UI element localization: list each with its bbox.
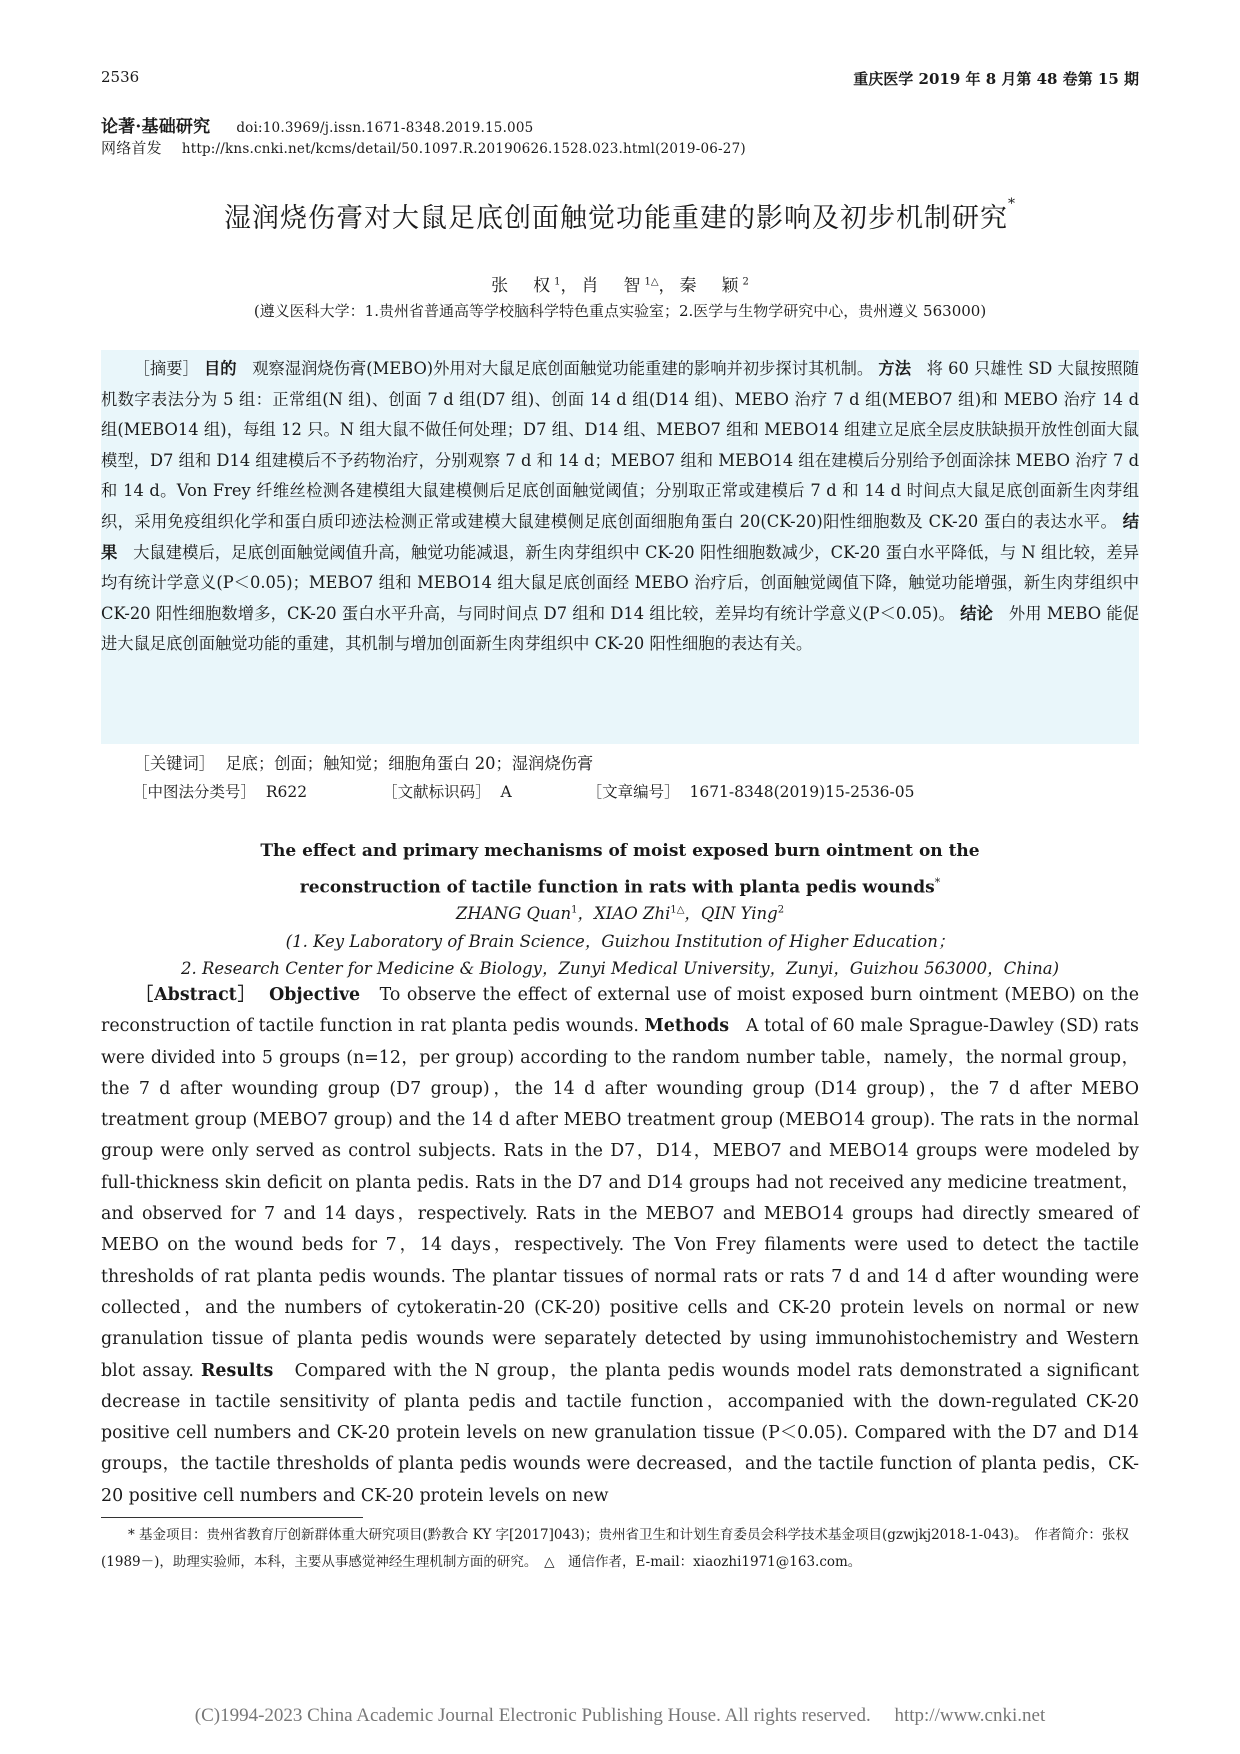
online-label: 网络首发 [101,139,162,157]
article-no-value: 1671-8348(2019)15-2536-05 [689,783,915,801]
results-en-label: Results [200,1360,274,1381]
author-en-3: QIN Ying [700,904,778,923]
objective-cn-label: 目的 [204,359,237,378]
copyright-line: (C)1994-2023 China Academic Journal Electronic Publishing House. All rights reserved. http://www.cnki.net [194,1705,1046,1726]
doc-label: ［文献标识码］ [382,783,491,801]
section-label: 论著·基础研究 [101,117,211,137]
doi: doi:10.3969/j.issn.1671-8348.2019.15.005 [236,120,534,136]
methods-en-text: A total of 60 male Sprague-Dawley (SD) rats were divided into 5 groups (n=12，per group) according to the random number table，namely，the normal group，the 7 d after wounding group (D7 group)，the 14 d after wounding group (D14 group)，the 7 d after MEBO treatment group (MEBO7 group) and the 14 d after MEBO treatment group (MEBO14 group). The rats in the normal group were only served as control subjects. Rats in the D7，D14，MEBO7 and MEBO14 groups were modeled by full-thickness skin deficit on planta pedis. Rats in the D7 and D14 groups had not received any medicine treatment，and observed for 7 and 14 days，respectively. Rats in the MEBO7 and MEBO14 groups had directly smeared of MEBO on the wound beds for 7，14 days，respectively. The Von Frey filaments were used to detect the tactile thresholds of rat planta pedis wounds. The plantar tissues of normal rats or rats 7 d and 14 d after wounding were collected，and the numbers of cytokeratin-20 (CK-20) positive cells and CK-20 protein levels on normal or new granulation tissue of planta pedis wounds were separately detected by using immunohistochemistry and Western blot assay. [101,1016,1139,1381]
author-en-3-sup: 2 [777,904,785,916]
author-sep: ， [658,276,680,296]
author-cn-2: 肖 智 [581,276,645,296]
clc-label: ［中图法分类号］ [132,783,257,801]
abstract-en-label: ［Abstract］ [135,985,257,1005]
footnote: * 基金项目：贵州省教育厅创新群体重大研究项目(黔教合 KY 字[2017]043)；贵州省卫生和计划生育委员会科学技术基金项目(gzwjkj2018-1-043)。 作者简介：张权(1989－)，助理实验师，本科，主要从事感觉神经生理机制方面的研究。 △ 通信作者，E-mail：xiaozhi1971@163.com。 [101,1527,1129,1570]
affiliation-en-line2: 2. Research Center for Medicine & Biology，Zunyi Medical University，Zunyi，Guizhou 563000，China) [180,959,1060,978]
author-cn-1: 张 权 [491,276,555,296]
author-en-1: ZHANG Quan [455,904,572,923]
title-cn [0,196,1240,235]
abstract-cn [101,354,1139,660]
affiliation-en-line1: (1. Key Laboratory of Brain Science，Guizhou Institution of Higher Education； [285,932,955,951]
conclusion-cn-label: 结论 [960,603,994,623]
methods-cn-label: 方法 [878,359,912,378]
methods-cn-text: 将 60 只雄性 SD 大鼠按照随机数字表法分为 5 组：正常组(N 组)、创面 7 d 组(D7 组)、创面 14 d 组(D14 组)、MEBO 治疗 7 d 组(MEBO7 组)和 MEBO 治疗 14 d 组(MEBO14 组)，每组 12 只。N 组大鼠不做任何处理；D7 组、D14 组、MEBO7 组和 MEBO14 组建立足底全层皮肤缺损开放性创面大鼠模型，D7 组和 D14 组建模后不予药物治疗，分别观察 7 d 和 14 d；MEBO7 组和 MEBO14 组在建模后分别给予创面涂抹 MEBO 治疗 7 d 和 14 d。Von Frey 纤维丝检测各建模组大鼠建模侧后足底创面触觉阈值；分别取正常或建模后 7 d 和 14 d 时间点大鼠足底创面新生肉芽组织，采用免疫组织化学和蛋白质印迹法检测正常或建模大鼠建模侧足底创面细胞角蛋白 20(CK-20)阳性细胞数及 CK-20 蛋白的表达水平。 [101,359,1139,531]
footnote-rule [101,1517,363,1518]
title-en-line1: The effect and primary mechanisms of moist exposed burn ointment on the [260,841,980,861]
results-en-text: Compared with the N group，the planta pedis wounds model rats demonstrated a significant decrease in tactile sensitivity of planta pedis and tactile function，accompanied with the down-regulated CK-20 positive cell numbers and CK-20 protein levels on new granulation tissue (P＜0.05). Compared with the D7 and D14 groups，the tactile thresholds of planta pedis wounds were decreased，and the tactile function of planta pedis，CK-20 positive cell numbers and CK-20 protein levels on new [101,1360,1139,1506]
online-line [101,137,746,158]
objective-en-label: Objective [269,985,361,1005]
abstract-cn-label: ［摘要］ [133,359,199,378]
doc-value: A [500,783,512,801]
results-cn-label: 结果 [101,511,1139,562]
classification-line [101,780,915,802]
conclusion-cn-text: 外用 MEBO 能促进大鼠足底创面触觉功能的重建，其机制与增加创面新生肉芽组织中 CK-20 阳性细胞的表达有关。 [101,603,1139,654]
section-doi-line [101,112,533,137]
running-head: 重庆医学 2019 年 8 月第 48 卷第 15 期 [853,70,1139,88]
objective-en-text: To observe the effect of external use of moist exposed burn ointment (MEBO) on the reconstruction of tactile function in rat planta pedis wounds. [101,985,1139,1037]
results-cn-text: 大鼠建模后，足底创面触觉阈值升高，触觉功能减退，新生肉芽组织中 CK-20 阳性细胞数减少，CK-20 蛋白水平降低，与 N 组比较，差异均有统计学意义(P＜0.05)；MEBO7 组和 MEBO14 组大鼠足底创面经 MEBO 治疗后，创面触觉阈值下降，触觉功能增强，新生肉芽组织中 CK-20 阳性细胞数增多，CK-20 蛋白水平升高，与同时间点 D7 组和 D14 组比较，差异均有统计学意义(P＜0.05)。 [101,542,1139,623]
authors-en [0,900,1240,924]
abstract-en [101,980,1139,1512]
title-en-line2: reconstruction of tactile function in rats with planta pedis wounds [299,877,935,898]
author-cn-3: 秦 颖 [679,276,743,296]
keywords-cn [101,750,1139,774]
author-en-2-sup: 1△ [670,904,685,916]
page-number: 2536 [101,68,140,86]
objective-cn-text: 观察湿润烧伤膏(MEBO)外用对大鼠足底创面触觉功能重建的影响并初步探讨其机制。 [252,359,874,378]
author-sep: ， [684,904,701,923]
author-sep: ， [560,276,582,296]
authors-cn [0,271,1240,296]
title-cn-mark: * [1008,196,1016,212]
author-en-1-sup: 1 [571,904,578,916]
author-cn-2-sup: 1△ [644,276,659,288]
keywords-cn-text: 足底；创面；触知觉；细胞角蛋白 20；湿润烧伤膏 [225,754,594,773]
author-cn-3-sup: 2 [742,276,749,288]
keywords-cn-label: ［关键词］ [133,754,216,773]
methods-en-label: Methods [644,1016,730,1037]
author-cn-1-sup: 1 [554,276,561,288]
clc-value: R622 [265,783,308,801]
title-en [0,836,1240,904]
author-en-2: XIAO Zhi [594,904,671,923]
online-url[interactable]: http://kns.cnki.net/kcms/detail/50.1097.R.20190626.1528.023.html(2019-06-27) [181,141,746,157]
author-sep: ， [577,904,595,923]
article-no-label: ［文章编号］ [586,783,680,801]
title-en-mark: * [934,876,941,889]
title-cn-text: 湿润烧伤膏对大鼠足底创面触觉功能重建的影响及初步机制研究 [224,203,1008,234]
affiliation-cn: (遵义医科大学：1.贵州省普通高等学校脑科学特色重点实验室；2.医学与生物学研究中心，贵州遵义 563000) [253,302,987,320]
